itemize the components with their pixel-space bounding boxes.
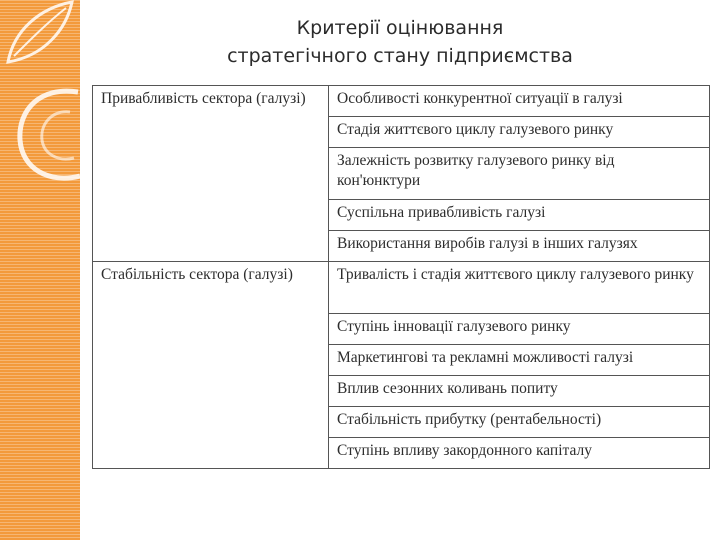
criterion-cell: Стабільність прибутку (рентабельності)	[329, 407, 710, 438]
criterion-cell: Ступінь впливу закордонного капіталу	[329, 438, 710, 469]
criterion-cell: Суспільна привабливість галузі	[329, 200, 710, 231]
group-label-stability: Стабільність сектора (галузі)	[93, 262, 329, 469]
leaf-swirl-icon	[0, 0, 80, 540]
title-line-2: стратегічного стану підприємства	[227, 45, 573, 67]
table-row	[93, 262, 710, 314]
page-title	[80, 14, 720, 70]
decorative-side-band	[0, 0, 80, 540]
title-line-1: Критерії оцінювання	[296, 17, 504, 39]
criterion-cell: Особливості конкурентної ситуації в галузі	[329, 86, 710, 117]
criterion-cell: Використання виробів галузі в інших галузях	[329, 231, 710, 262]
criteria-table	[92, 85, 710, 469]
criterion-cell: Тривалість і стадія життєвого циклу галузевого ринку	[329, 262, 710, 314]
criterion-cell: Залежність розвитку галузевого ринку від кон'юнктури	[329, 148, 710, 200]
criterion-cell: Маркетингові та рекламні можливості галузі	[329, 345, 710, 376]
criterion-cell: Стадія життєвого циклу галузевого ринку	[329, 117, 710, 148]
criterion-cell: Вплив сезонних коливань попиту	[329, 376, 710, 407]
criterion-cell: Ступінь інновації галузевого ринку	[329, 314, 710, 345]
group-label-attractiveness: Привабливість сектора (галузі)	[93, 86, 329, 262]
table-row	[93, 86, 710, 117]
